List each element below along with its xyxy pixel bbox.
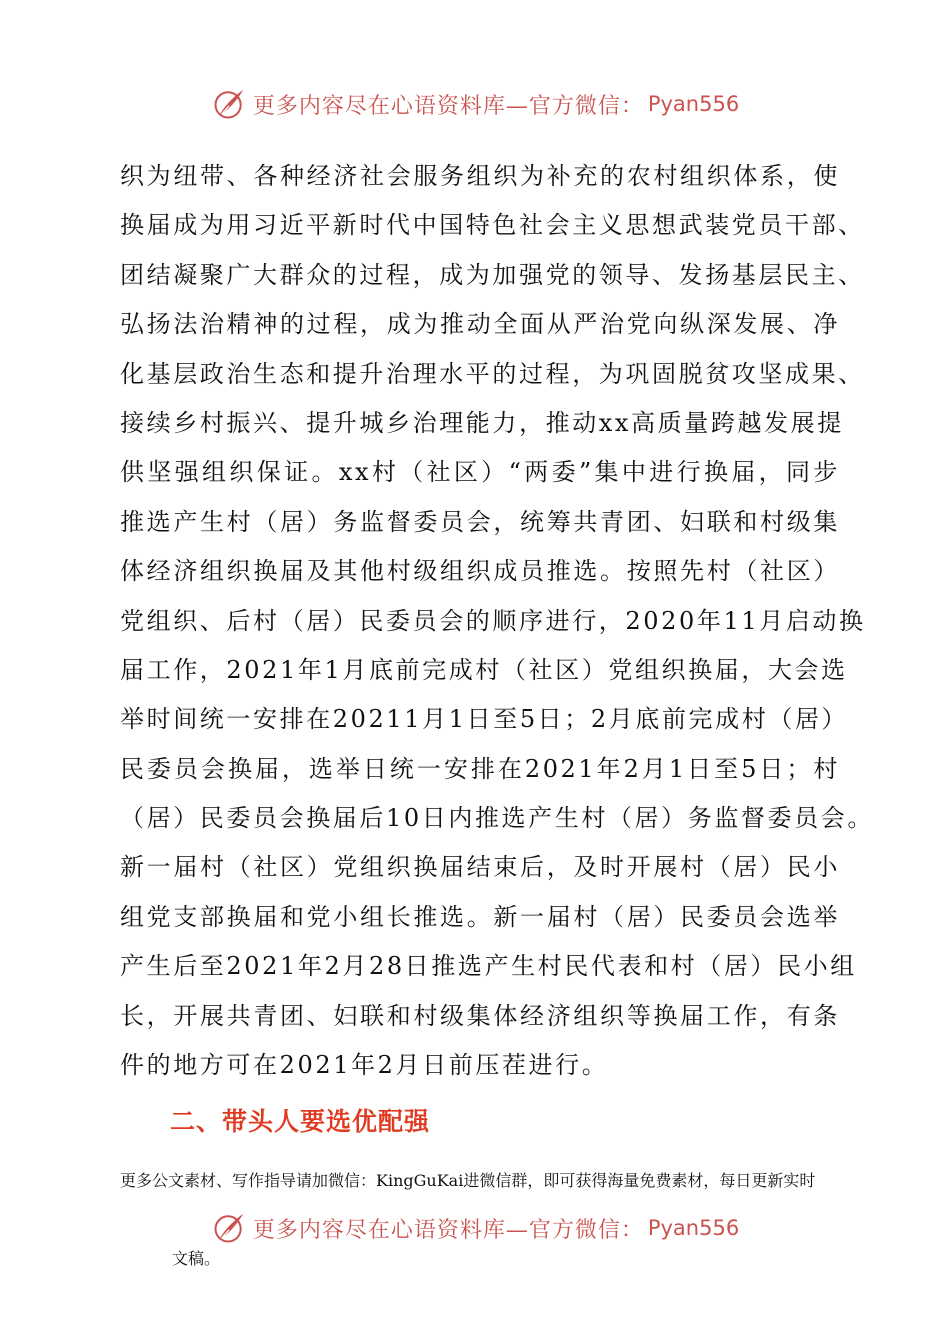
paragraph-line: 供坚强组织保证。xx村（社区）“两委”集中进行换届，同步 [120,458,840,487]
footer-promo-text: 更多公文素材、写作指导请加微信：KingGuKai进微信群，即可获得海量免费素材，每日更新实时 [120,1171,816,1190]
paragraph-line: 件的地方可在2021年2月日前压茬进行。 [120,1051,609,1080]
paragraph-line: 弘扬法治精神的过程，成为推动全面从严治党向纵深发展、净 [120,310,840,339]
paragraph-line: 产生后至2021年2月28日推选产生村民代表和村（居）民小组 [120,952,857,981]
paragraph-line: 届工作，2021年1月底前完成村（社区）党组织换届，大会选 [120,655,848,684]
watermark-wechat-id: Pyan556 [647,1216,740,1240]
paragraph-line: 举时间统一安排在20211月1日至5日；2月底前完成村（居） [120,705,849,734]
watermark-wechat-id: Pyan556 [647,92,740,116]
paragraph-line: 化基层政治生态和提升治理水平的过程，为巩固脱贫攻坚成果、 [120,359,865,388]
quill-pen-logo-icon [211,1210,247,1246]
paragraph-line: 体经济组织换届及其他村级组织成员推选。按照先村（社区） [120,557,840,586]
paragraph-line: 长，开展共青团、妇联和村级集体经济组织等换届工作，有条 [120,1001,840,1030]
footer-promo-text-tail: 文稿。 [172,1249,221,1268]
paragraph-line: 推选产生村（居）务监督委员会，统筹共青团、妇联和村级集 [120,507,840,536]
quill-pen-logo-icon [211,86,247,122]
paragraph-line: 党组织、后村（居）民委员会的顺序进行，2020年11月启动换 [120,606,866,635]
paragraph-line: 接续乡村振兴、提升城乡治理能力，推动xx高质量跨越发展提 [120,408,844,437]
paragraph-line: 新一届村（社区）党组织换届结束后，及时开展村（居）民小 [120,853,840,882]
paragraph-line: 织为纽带、各种经济社会服务组织为补充的农村组织体系，使 [120,162,840,190]
paragraph-line: 组党支部换届和党小组长推选。新一届村（居）民委员会选举 [120,902,840,931]
paragraph-line: 团结凝聚广大群众的过程，成为加强党的领导、发扬基层民主、 [120,260,865,289]
section-heading: 二、带头人要选优配强 [170,1107,431,1136]
watermark-text: 更多内容尽在心语资料库—官方微信： [252,1217,644,1243]
paragraph-line: 民委员会换届，选举日统一安排在2021年2月1日至5日；村 [120,754,840,783]
footer-watermark [0,1206,950,1250]
body-paragraph [120,152,874,1090]
header-watermark [0,82,950,126]
paragraph-line: （居）民委员会换届后10日内推选产生村（居）务监督委员会。 [120,804,874,833]
paragraph-line: 换届成为用习近平新时代中国特色社会主义思想武装党员干部、 [120,211,865,240]
watermark-text: 更多内容尽在心语资料库—官方微信： [252,93,644,119]
